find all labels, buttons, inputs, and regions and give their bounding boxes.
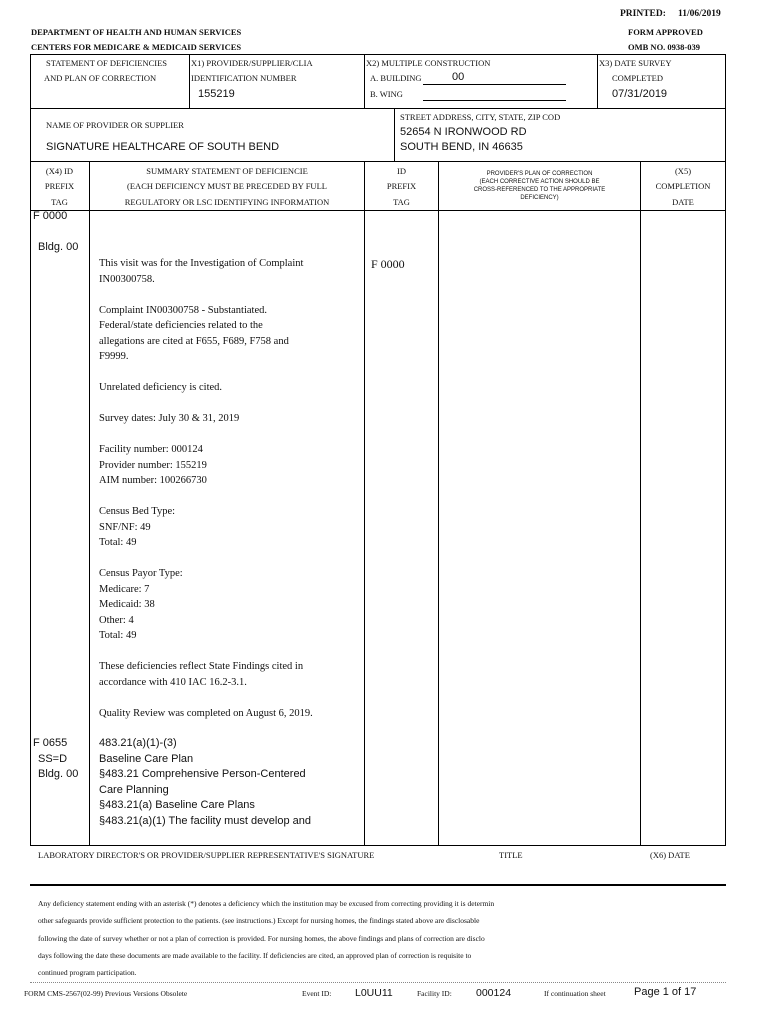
paragraph-line: 483.21(a)(1)-(3) [99, 737, 177, 749]
paragraph-line: §483.21(a) Baseline Care Plans [99, 799, 255, 811]
x1-label-1: X1) PROVIDER/SUPPLIER/CLIA [191, 58, 313, 68]
x5-header-3: DATE [672, 197, 694, 207]
survey-date-value: 07/31/2019 [612, 88, 668, 100]
form-number: FORM CMS-2567(02-99) Previous Versions Obsolete [24, 989, 188, 998]
page-number: Page 1 of 17 [634, 986, 697, 998]
facility-id-label: Facility ID: [417, 989, 452, 998]
disclaimer-line: days following the date these documents are made available to the facility. If deficiencies are cited, an approved plan of correction is requisite to [38, 950, 472, 960]
paragraph-line: allegations are cited at F655, F689, F758 and [99, 335, 289, 347]
building-value: 00 [452, 71, 465, 83]
provider-id-value: 155219 [198, 88, 235, 100]
paragraph-line: Census Payor Type: [99, 568, 183, 579]
bldg-label-2: Bldg. 00 [38, 768, 79, 780]
x5-header-1: (X5) [674, 166, 692, 176]
paragraph-line: Medicaid: 38 [99, 599, 155, 610]
summary-header-1: SUMMARY STATEMENT OF DEFICIENCIE [146, 166, 308, 176]
scope-severity: SS=D [38, 753, 68, 765]
address-label: STREET ADDRESS, CITY, STATE, ZIP COD [400, 112, 561, 122]
paragraph-line: IN00300758. [99, 273, 155, 285]
disclaimer-line: following the date of survey whether or not a plan of correction is provided. For nursing homes, the above findings and plans of correction are disclo [38, 933, 485, 943]
f0655-text [99, 736, 311, 829]
address-line-1: 52654 N IRONWOOD RD [400, 126, 527, 138]
paragraph-line: Census Bed Type: [99, 506, 176, 517]
paragraph-line: SNF/NF: 49 [99, 521, 151, 533]
paragraph-line: Facility number: 000124 [99, 444, 203, 455]
paragraph-line: Medicare: 7 [99, 583, 150, 595]
paragraph-line: Care Planning [99, 783, 169, 796]
paragraph-line: AIM number: 100266730 [99, 475, 207, 486]
paragraph-line: Federal/state deficiencies related to the [99, 320, 263, 331]
disclaimer-line: Any deficiency statement ending with an asterisk (*) denotes a deficiency which the institution may be excused from correcting providing it is determin [38, 899, 495, 908]
id-header-1: ID [397, 166, 406, 176]
id-header-2: PREFIX [386, 181, 417, 191]
x5-header-2: COMPLETION [655, 181, 711, 191]
paragraph-line: Complaint IN00300758 - Substantiated. [99, 304, 267, 316]
paragraph-line: Quality Review was completed on August 6, 2019. [99, 707, 313, 719]
paragraph-line: Unrelated deficiency is cited. [99, 382, 223, 393]
bldg-label-1: Bldg. 00 [38, 241, 79, 253]
id-header-3: TAG [393, 197, 410, 207]
paragraph-line: These deficiencies reflect State Findings cited in [99, 661, 304, 672]
paragraph-line: This visit was for the Investigation of Complaint [99, 258, 304, 269]
summary-header-2: (EACH DEFICIENCY MUST BE PRECEDED BY FULL [127, 181, 327, 191]
paragraph-line: Other: 4 [99, 614, 134, 626]
title-label: TITLE [499, 850, 523, 860]
summary-header-3: REGULATORY OR LSC IDENTIFYING INFORMATION [124, 197, 330, 207]
omb-number: OMB NO. 0938-039 [628, 42, 701, 52]
signature-label: LABORATORY DIRECTOR'S OR PROVIDER/SUPPLIER REPRESENTATIVE'S SIGNATURE [38, 850, 375, 860]
paragraph-line: §483.21(a)(1) The facility must develop and [99, 814, 311, 827]
address-line-2: SOUTH BEND, IN 46635 [400, 141, 523, 153]
statement-label-2: AND PLAN OF CORRECTION [44, 73, 157, 83]
continuation-label: If continuation sheet [544, 989, 606, 998]
statement-label-1: STATEMENT OF DEFICIENCIES [46, 58, 168, 68]
plan-header-3: CROSS-REFERENCED TO THE APPROPRIATE [473, 187, 606, 193]
tag-f0655: F 0655 [33, 737, 68, 749]
form-approved: FORM APPROVED [628, 27, 703, 37]
provider-name-label: NAME OF PROVIDER OR SUPPLIER [46, 120, 184, 130]
disclaimer-line: continued program participation. [38, 968, 137, 978]
disclaimer-line: other safeguards provide sufficient protection to the patients. (see instructions.) Except for nursing homes, the findings stated above are disclosable [38, 916, 480, 926]
facility-id-value: 000124 [476, 987, 512, 999]
plan-header-1: PROVIDER'S PLAN OF CORRECTION [486, 171, 593, 177]
printed-date: 11/06/2019 [678, 9, 721, 19]
summary-text [99, 256, 313, 721]
printed-label: PRINTED: [620, 9, 666, 19]
department-title: DEPARTMENT OF HEALTH AND HUMAN SERVICES [31, 27, 242, 37]
paragraph-line: Provider number: 155219 [99, 459, 207, 471]
event-id-label: Event ID: [302, 989, 332, 998]
x3-label-1: X3) DATE SURVEY [599, 58, 672, 68]
plan-header-4: DEFICIENCY) [520, 195, 559, 201]
event-id-value: L0UU11 [355, 987, 393, 999]
x4-header-2: PREFIX [44, 181, 75, 191]
paragraph-line: Total: 49 [99, 630, 137, 641]
paragraph-line: Survey dates: July 30 & 31, 2019 [99, 413, 240, 424]
paragraph-line: F9999. [99, 351, 129, 362]
x3-label-2: COMPLETED [612, 73, 663, 83]
wing-label: B. WING [370, 89, 403, 99]
x2-label: X2) MULTIPLE CONSTRUCTION [366, 58, 491, 68]
right-tag-f0000: F 0000 [371, 257, 405, 271]
paragraph-line: Baseline Care Plan [99, 752, 194, 765]
provider-name: SIGNATURE HEALTHCARE OF SOUTH BEND [46, 141, 280, 153]
x4-header-1: (X4) ID [45, 166, 74, 176]
disclaimer [38, 895, 494, 981]
plan-header-2: (EACH CORRECTIVE ACTION SHOULD BE [479, 179, 600, 185]
paragraph-line: Total: 49 [99, 537, 137, 548]
x4-header-3: TAG [51, 197, 68, 207]
x1-label-2: IDENTIFICATION NUMBER [191, 73, 297, 83]
tag-f0000: F 0000 [33, 210, 68, 222]
centers-title: CENTERS FOR MEDICARE & MEDICAID SERVICES [31, 42, 242, 52]
paragraph-line: §483.21 Comprehensive Person-Centered [99, 768, 306, 780]
paragraph-line: accordance with 410 IAC 16.2-3.1. [99, 676, 247, 688]
date-label: (X6) DATE [650, 850, 690, 860]
building-label: A. BUILDING [370, 73, 422, 83]
